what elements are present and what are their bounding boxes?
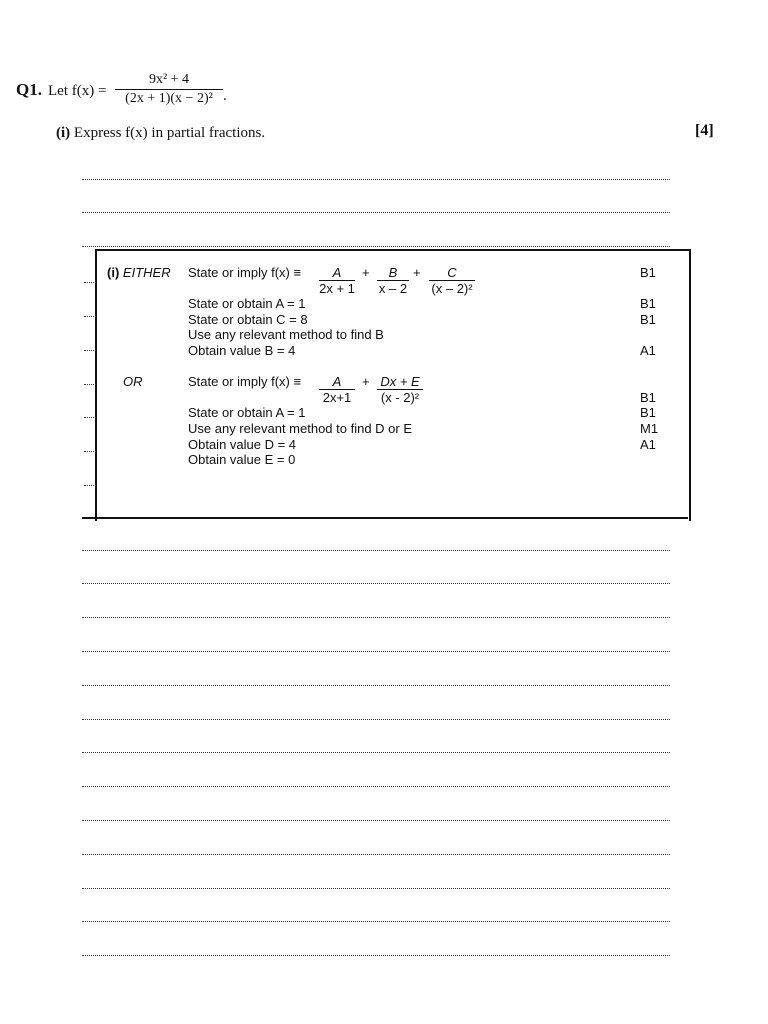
scheme-step: Use any relevant method to find B [188,327,384,342]
either-intro: State or imply f(x) ≡ [188,265,302,280]
mark-code: B1 [640,296,656,311]
answer-line[interactable] [82,583,670,584]
mark-code: B1 [640,312,656,327]
part-i-prompt [56,125,265,142]
fraction-denominator: (2x + 1)(x − 2)² [125,91,213,106]
question-lead-text: Let f(x) = [48,83,107,99]
plus-sign: + [362,374,370,389]
answer-line-stub [84,384,96,385]
answer-line[interactable] [82,820,670,821]
answer-line[interactable] [82,246,670,247]
answer-line[interactable] [82,212,670,213]
answer-line[interactable] [82,617,670,618]
answer-line[interactable] [82,752,670,753]
scheme-step: State or obtain A = 1 [188,405,306,420]
answer-line-stub [84,350,96,351]
scheme-step: Obtain value E = 0 [188,452,296,467]
part-text: Express f(x) in partial fractions. [73,125,266,141]
either-fraction-c: $\frac{C}{\text{(x – 2)²}}$ [429,265,475,296]
answer-line-stub [84,451,96,452]
either-label: (i) EITHER [107,265,171,280]
answer-line-stub [84,417,96,418]
function-fraction [115,72,223,107]
fraction-trailing-period: . [223,88,227,104]
mark-code: B1 [640,405,656,420]
fraction-numerator: 9x² + 4 [115,72,223,90]
question-number: Q1. [16,80,42,99]
answer-line[interactable] [82,921,670,922]
part-label: (i) [56,125,71,141]
or-label: OR [123,374,143,389]
mark-scheme-bottom-rule [82,517,688,519]
answer-line[interactable] [82,651,670,652]
or-fraction-a: $\frac{A}{2x+1}$ [319,374,355,405]
mark-scheme-box [95,249,691,521]
or-fraction-dxe: $\frac{Dx + E}{\text{(x - 2)²}}$ [377,374,423,405]
answer-line[interactable] [82,854,670,855]
scheme-step: State or obtain A = 1 [188,296,306,311]
scheme-step: Obtain value B = 4 [188,343,296,358]
mark-code: B1 [640,390,656,405]
either-fraction-b: $\frac{B}{x - 2}$ [378,265,408,296]
mark-code: B1 [640,265,656,280]
answer-line-stub [84,282,96,283]
mark-code: A1 [640,437,656,452]
mark-code: A1 [640,343,656,358]
answer-line[interactable] [82,550,670,551]
scheme-step: Obtain value D = 4 [188,437,297,452]
marks-badge: [4] [695,122,714,139]
or-intro: State or imply f(x) ≡ [188,374,302,389]
answer-line-stub [84,316,96,317]
answer-line[interactable] [82,719,670,720]
scheme-step: State or obtain C = 8 [188,312,308,327]
scheme-step: Use any relevant method to find D or E [188,421,413,436]
answer-line[interactable] [82,685,670,686]
answer-line[interactable] [82,786,670,787]
answer-line-stub [84,485,96,486]
plus-sign: + [362,265,370,280]
mark-code: M1 [640,421,659,436]
answer-line[interactable] [82,888,670,889]
answer-line[interactable] [82,179,670,180]
answer-line[interactable] [82,955,670,956]
plus-sign: + [413,265,421,280]
either-fraction-a: $\frac{A}{2x + 1}$ [319,265,355,296]
